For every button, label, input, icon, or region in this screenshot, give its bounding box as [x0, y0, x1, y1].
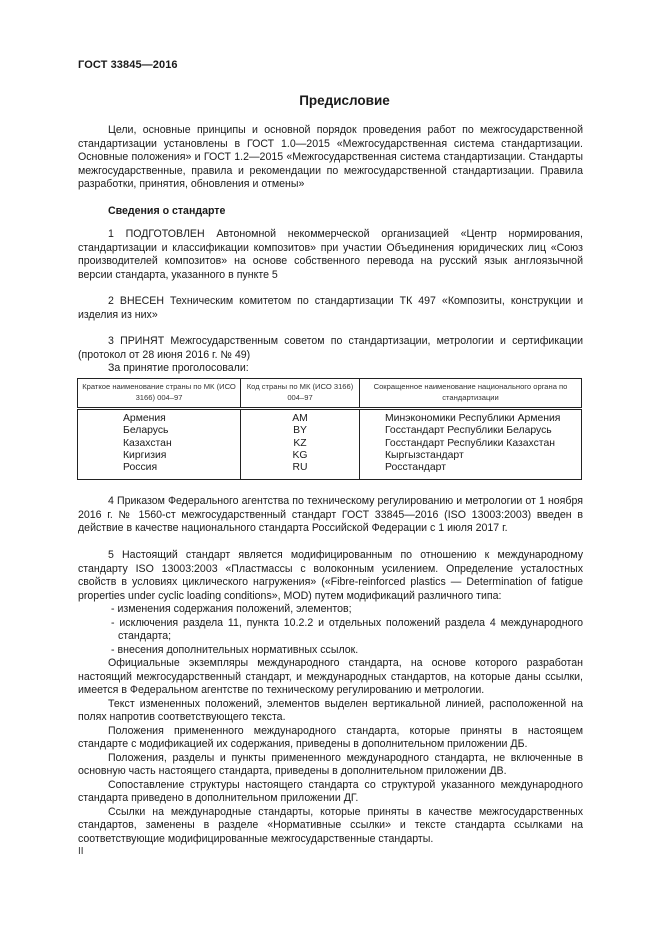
table-row [78, 450, 582, 462]
cell-code: BY [241, 425, 360, 437]
cell-code: RU [241, 462, 360, 480]
page-number: II [78, 846, 84, 857]
item-5 [78, 549, 583, 846]
item-1-text: 1 ПОДГОТОВЛЕН Автономной некоммерческой организацией «Центр нормирования, стандартизации и классификации композитов» при участии Объединения юридических лиц «Союз производителей композитов» на основе собственного перевода на русский язык англоязычной версии стандарта, указанного в пункте 5 [78, 228, 583, 281]
item-2-text: 2 ВНЕСЕН Техническим комитетом по стандартизации ТК 497 «Композиты, конструкции и изделия из них» [78, 295, 583, 321]
cell-body: Минэкономики Республики Армения [360, 409, 582, 426]
item-5-paragraph: Сопоставление структуры настоящего стандарта со структурой указанного международного стандарта приведено в дополнительном приложении ДГ. [78, 778, 583, 804]
page-title: Предисловие [299, 93, 390, 108]
item-4 [78, 495, 583, 536]
intro-paragraph: Цели, основные принципы и основной порядок проведения работ по межгосударственной стандартизации установлены в ГОСТ 1.0—2015 «Межгосударственная система стандартизации. Основные положения» и ГОСТ 1.2—2015 «Межгосударственная система стандартизации. Стандарты межгосударственные, правила и рекомендации по межгосударственной стандартизации. Правила разработки, принятия, обновления и отмены» [78, 124, 583, 190]
list-item: - внесения дополнительных нормативных ссылок. [111, 643, 359, 656]
col-header-code: Код страны по МК (ИСО 3166) 004–97 [241, 379, 360, 409]
list-item: - изменения содержания положений, элементов; [111, 603, 352, 615]
item-5-paragraph: Положения примененного международного стандарта, которые приняты в настоящем стандарте с модификацией их содержания, приведены в дополнительном приложении ДБ. [78, 724, 583, 750]
item-5-paragraph: Положения, разделы и пункты примененного международного стандарта, не включенные в основную часть настоящего стандарта, приведены в дополнительном приложении ДВ. [78, 751, 583, 777]
table-row [78, 425, 582, 437]
item-5-paragraph: Официальные экземпляры международного стандарта, на основе которого разработан настоящий межгосударственный стандарт, и международных стандартов, на которые даны ссылки, имеется в Федеральном агентстве по техническому регулированию и метрологии. [78, 657, 583, 696]
item-3-text: 3 ПРИНЯТ Межгосударственным советом по стандартизации, метрологии и сертификации (протокол от 28 июня 2016 г. № 49) [78, 335, 583, 361]
cell-body: Госстандарт Республики Казахстан [360, 438, 582, 450]
standard-info-section [78, 205, 583, 219]
cell-body: Росстандарт [360, 462, 582, 480]
item-3-vote-label: За принятие проголосовали: [108, 362, 249, 374]
cell-code: KG [241, 450, 360, 462]
item-1 [78, 228, 583, 282]
cell-code: AM [241, 409, 360, 426]
cell-code: KZ [241, 438, 360, 450]
table-row [78, 462, 582, 480]
col-header-body: Сокращенное наименование национального органа по стандартизации [360, 379, 582, 409]
col-header-country: Краткое наименование страны по МК (ИСО 3166) 004–97 [78, 379, 241, 409]
item-5-paragraph: Ссылки на международные стандарты, которые приняты в качестве межгосударственных стандартов, заменены в разделе «Нормативные ссылки» и тексте стандарта ссылками на соответствующие модифицированные межгосударственные стандарты. [78, 805, 583, 845]
cell-body: Госстандарт Республики Беларусь [360, 425, 582, 437]
item-5-paragraph: Текст измененных положений, элементов выделен вертикальной линией, расположенной на полях напротив соответствующего текста. [78, 697, 583, 723]
document-code: ГОСТ 33845—2016 [78, 59, 178, 71]
list-item: - исключения раздела 11, пункта 10.2.2 и отдельных положений раздела 4 международного стандарта; [111, 616, 583, 642]
cell-country: Киргизия [78, 450, 241, 462]
table-row [78, 409, 582, 426]
intro-section [78, 124, 583, 192]
modification-list [78, 603, 583, 657]
item-2 [78, 295, 583, 322]
cell-country: Россия [78, 462, 241, 480]
vote-table-header [78, 379, 582, 409]
vote-table [77, 378, 582, 480]
cell-country: Казахстан [78, 438, 241, 450]
item-3 [78, 335, 583, 376]
section-heading: Сведения о стандарте [108, 205, 226, 217]
item-4-text: 4 Приказом Федерального агентства по техническому регулированию и метрологии от 1 ноября 2016 г. № 1560-ст межгосударственный стандарт ГОСТ 33845—2016 (ISO 13003:2003) введен в действие в качестве национального стандарта Российской Федерации с 1 июля 2017 г. [78, 495, 583, 534]
cell-body: Кыргызстандарт [360, 450, 582, 462]
item-5-text: 5 Настоящий стандарт является модифицированным по отношению к международному стандарту ISO 13003:2003 «Пластмассы с волоконным усилением. Определение усталостных свойств в условиях циклического нагружения» («Fibre-reinforced plastics — Determination of fatigue properties under cyclic loading conditions», MOD) путем модификаций различного типа: [78, 549, 583, 602]
cell-country: Беларусь [78, 425, 241, 437]
table-row [78, 438, 582, 450]
cell-country: Армения [78, 409, 241, 426]
